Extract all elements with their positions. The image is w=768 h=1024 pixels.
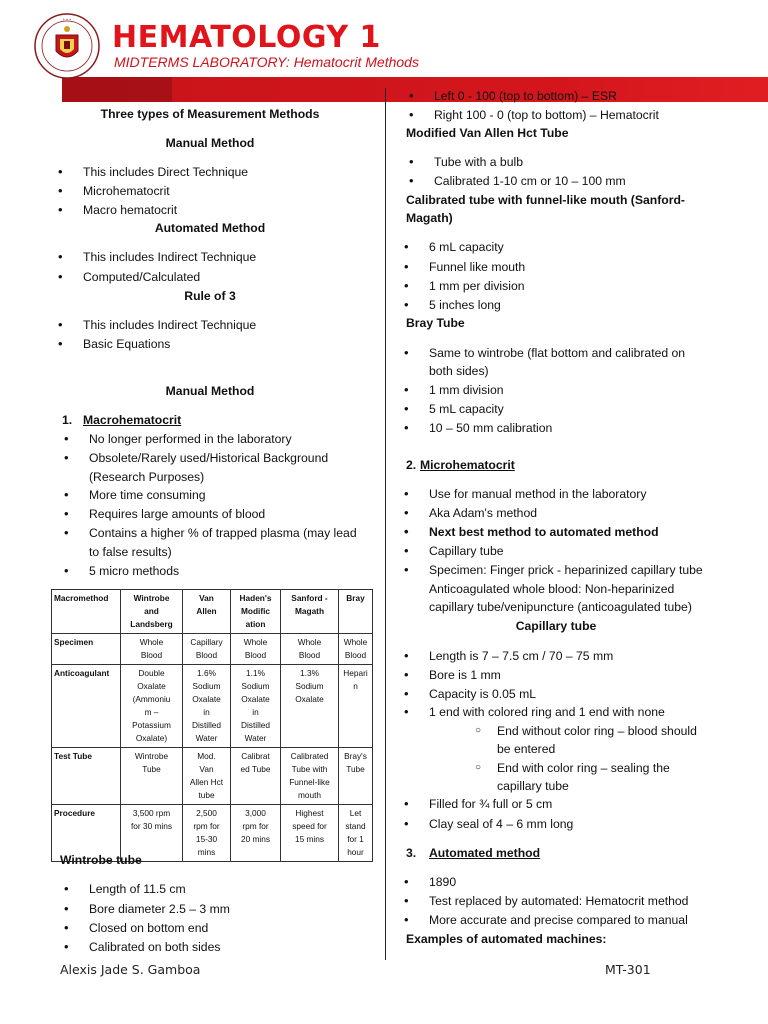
- sub-list-item-continuation: be entered: [497, 742, 556, 756]
- wintrobe-tube-heading: Wintrobe tube: [60, 853, 142, 867]
- table-cell: Whole Blood: [231, 634, 281, 665]
- table-row-label: Test Tube: [52, 748, 121, 805]
- capillary-tube-heading: Capillary tube: [515, 619, 597, 633]
- list-item: • Basic Equations: [83, 336, 170, 352]
- list-item: • Length is 7 – 7.5 cm / 70 – 75 mm: [429, 648, 613, 664]
- list-item: • Microhematocrit: [83, 183, 170, 199]
- macrohematocrit-title: Macrohematocrit: [83, 413, 182, 427]
- table-row-label: Anticoagulant: [52, 665, 121, 748]
- table-cell: Wintrobe Tube: [121, 748, 183, 805]
- list-item: • 1 end with colored ring and 1 end with none: [429, 704, 665, 720]
- bray-tube-heading: Bray Tube: [406, 316, 465, 330]
- sanford-magath-heading-cont: Magath): [406, 211, 453, 225]
- svg-text:* * *: * * *: [62, 18, 72, 23]
- list-item: • Bore diameter 2.5 – 3 mm: [89, 901, 230, 917]
- list-item: • Obsolete/Rarely used/Historical Background: [89, 450, 328, 466]
- table-row: [52, 665, 373, 748]
- list-item: • Computed/Calculated: [83, 269, 200, 285]
- list-item: • Macro hematocrit: [83, 202, 177, 218]
- list-item-continuation: to false results): [89, 545, 172, 559]
- list-item: • Specimen: Finger prick - heparinized capillary tube: [429, 562, 703, 578]
- list-item: • Funnel like mouth: [429, 259, 525, 275]
- macromethod-table: [51, 589, 373, 862]
- list-item: • More accurate and precise compared to manual: [429, 912, 688, 928]
- table-cell: Capillary Blood: [183, 634, 231, 665]
- list-item-continuation: (Research Purposes): [89, 470, 205, 484]
- list-item-continuation: capillary tube/venipuncture (anticoagulated tube): [429, 600, 692, 614]
- document-title: HEMATOLOGY 1: [112, 20, 381, 55]
- rule-of-3-heading: Rule of 3: [184, 289, 236, 303]
- microhematocrit-title: Microhematocrit: [420, 458, 515, 472]
- list-item: • This includes Indirect Technique: [83, 317, 256, 333]
- table-cell: Double Oxalate (Ammoniu m – Potassium Oxalate): [121, 665, 183, 748]
- list-item: • 5 mL capacity: [429, 401, 504, 417]
- list-item: • Filled for ¾ full or 5 cm: [429, 796, 552, 812]
- table-header-cell: Wintrobe and Landsberg: [121, 590, 183, 634]
- footer-course-code: MT-301: [605, 962, 651, 977]
- sub-list-item-continuation: capillary tube: [497, 779, 569, 793]
- table-cell: Whole Blood: [281, 634, 339, 665]
- list-item-continuation: both sides): [429, 364, 489, 378]
- list-item: • Left 0 - 100 (top to bottom) – ESR: [434, 88, 617, 104]
- list-item: • 1 mm per division: [429, 278, 525, 294]
- table-header-cell: Haden's Modific ation: [231, 590, 281, 634]
- list-item: • 6 mL capacity: [429, 239, 504, 255]
- automated-method-heading: Automated Method: [154, 221, 266, 235]
- table-cell: Calibrated Tube with Funnel-like mouth: [281, 748, 339, 805]
- table-row-label: Specimen: [52, 634, 121, 665]
- list-item: • This includes Direct Technique: [83, 164, 248, 180]
- table-cell: Mod. Van Allen Hct tube: [183, 748, 231, 805]
- sub-list-item: ○ End without color ring – blood should: [497, 722, 697, 740]
- microhematocrit-number: 2.: [406, 458, 417, 472]
- list-item: • 5 micro methods: [89, 563, 179, 579]
- list-item: • More time consuming: [89, 487, 206, 503]
- list-item: • 1 mm division: [429, 382, 504, 398]
- table-cell: Whole Blood: [121, 634, 183, 665]
- list-item: • Same to wintrobe (flat bottom and calibrated on: [429, 345, 685, 361]
- table-cell: Whole Blood: [339, 634, 373, 665]
- manual-method-heading-2: Manual Method: [165, 384, 255, 398]
- table-cell: 1.1% Sodium Oxalate in Distilled Water: [231, 665, 281, 748]
- table-cell: Let stand for 1 hour: [339, 805, 373, 862]
- list-item: • No longer performed in the laboratory: [89, 431, 292, 447]
- list-item: • Calibrated on both sides: [89, 939, 220, 955]
- automated-method-number: 3.: [406, 846, 417, 860]
- table-header-cell: Sanford - Magath: [281, 590, 339, 634]
- table-cell: 1.6% Sodium Oxalate in Distilled Water: [183, 665, 231, 748]
- list-item: • Closed on bottom end: [89, 920, 208, 936]
- list-item: • Use for manual method in the laboratory: [429, 486, 646, 502]
- table-cell: 2,500 rpm for 15-30 mins: [183, 805, 231, 862]
- table-cell: Calibrat ed Tube: [231, 748, 281, 805]
- list-item: • Capillary tube: [429, 543, 504, 559]
- table-header-cell: Van Allen: [183, 590, 231, 634]
- list-item: • Tube with a bulb: [434, 154, 523, 170]
- table-cell: Highest speed for 15 mins: [281, 805, 339, 862]
- list-item: • 10 – 50 mm calibration: [429, 420, 552, 436]
- list-item: • 5 inches long: [429, 297, 501, 313]
- van-allen-tube-heading: Modified Van Allen Hct Tube: [406, 126, 569, 140]
- list-item: • Capacity is 0.05 mL: [429, 686, 536, 702]
- list-item: • Next best method to automated method: [429, 524, 659, 540]
- list-item: • Right 100 - 0 (top to bottom) – Hematocrit: [434, 107, 659, 123]
- table-header-cell: Bray: [339, 590, 373, 634]
- list-item: • Clay seal of 4 – 6 mm long: [429, 816, 573, 832]
- column-divider: [385, 88, 386, 960]
- table-header-row: [52, 590, 373, 634]
- table-row: [52, 634, 373, 665]
- list-item: • This includes Indirect Technique: [83, 249, 256, 265]
- measurement-methods-heading: Three types of Measurement Methods: [100, 107, 320, 121]
- list-item: • Bore is 1 mm: [429, 667, 501, 683]
- list-item: • Test replaced by automated: Hematocrit method: [429, 893, 688, 909]
- sanford-magath-heading: Calibrated tube with funnel-like mouth (Sanford-: [406, 193, 685, 207]
- list-item: • 1890: [429, 874, 456, 890]
- table-row-label: Procedure: [52, 805, 121, 862]
- table-cell: 3,500 rpm for 30 mins: [121, 805, 183, 862]
- table-cell: 3,000 rpm for 20 mins: [231, 805, 281, 862]
- university-seal-logo: [34, 13, 100, 79]
- list-item: • Length of 11.5 cm: [89, 881, 186, 897]
- table-row: [52, 748, 373, 805]
- list-item: • Aka Adam's method: [429, 505, 537, 521]
- automated-machines-heading: Examples of automated machines:: [406, 932, 607, 946]
- table-cell: Bray's Tube: [339, 748, 373, 805]
- sub-list-item: ○ End with color ring – sealing the: [497, 759, 670, 777]
- header-red-bar: [62, 77, 768, 102]
- table-cell: Hepari n: [339, 665, 373, 748]
- table-header-cell: Macromethod: [52, 590, 121, 634]
- list-item: • Requires large amounts of blood: [89, 506, 265, 522]
- list-item: • Calibrated 1-10 cm or 10 – 100 mm: [434, 173, 626, 189]
- manual-method-heading: Manual Method: [165, 136, 255, 150]
- automated-method-title: Automated method: [429, 846, 541, 860]
- footer-author: Alexis Jade S. Gamboa: [60, 962, 201, 977]
- table-cell: 1.3% Sodium Oxalate: [281, 665, 339, 748]
- document-subtitle: MIDTERMS LABORATORY: Hematocrit Methods: [114, 54, 419, 70]
- macrohematocrit-number: 1.: [62, 413, 73, 427]
- list-item-continuation: Anticoagulated whole blood: Non-heparinized: [429, 582, 675, 596]
- list-item: • Contains a higher % of trapped plasma (may lead: [89, 525, 357, 541]
